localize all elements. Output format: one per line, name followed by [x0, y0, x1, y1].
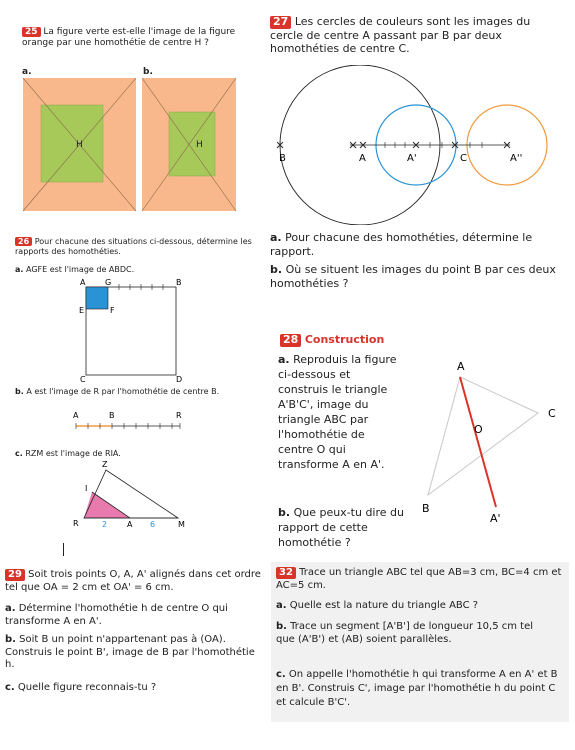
- length-6: 6: [150, 520, 156, 529]
- ex28-title: Construction: [304, 333, 385, 346]
- ex25-figure-b: [142, 78, 236, 211]
- ex28-b-label: b.: [278, 506, 291, 519]
- ex29-statement: [5, 569, 265, 594]
- ex29-a-label: a.: [5, 603, 16, 614]
- ex25-label-a: a.: [22, 67, 32, 77]
- ex25-figures: [22, 78, 237, 213]
- ex25-text: La figure verte est-elle l'image de la figure orange par une homothétie de centre H ?: [22, 27, 236, 48]
- label-a-prime: A': [490, 512, 501, 525]
- length-2: 2: [102, 520, 108, 529]
- label-b: B: [109, 411, 115, 420]
- ex26-item-b: [15, 387, 245, 397]
- label-d: D: [176, 375, 183, 382]
- ex27-b-text: Où se situent les images du point B par ces deux homothéties ?: [270, 263, 556, 290]
- ex26-figure-b: [70, 408, 190, 434]
- segment-aa-prime: [460, 377, 496, 507]
- label-b: B: [422, 502, 430, 515]
- point-h-label-b: H: [196, 140, 203, 150]
- ex27-number: 27: [270, 16, 291, 29]
- label-a: A: [80, 278, 86, 287]
- ex32-item-b: [276, 620, 536, 646]
- triangle-abc: [428, 377, 538, 495]
- ex26-item-a: [15, 265, 134, 275]
- ex27-a-text: Pour chacune des homothéties, détermine le rapport.: [270, 231, 533, 258]
- ex32-b-text: Trace un segment [A'B'] de longueur 10,5 cm tel que (A'B') et (AB) soient parallèles.: [276, 621, 534, 645]
- ex28-number: 28: [280, 334, 301, 347]
- label-a: A: [359, 153, 366, 164]
- ex29-item-b: [5, 634, 255, 672]
- label-m: M: [178, 520, 185, 529]
- label-a: A: [73, 411, 79, 420]
- ex26-number: 26: [15, 237, 32, 246]
- point-h-label-a: H: [76, 140, 83, 150]
- ex25-label-b: b.: [143, 67, 153, 77]
- ex27-text: Les cercles de couleurs sont les images du cercle de centre A passant par B par deux homothéties de centre C.: [270, 15, 531, 56]
- label-c: C: [80, 375, 86, 382]
- ex26-a-label: a.: [15, 265, 24, 274]
- ex32-c-label: c.: [276, 669, 286, 680]
- green-rectangle-b: [169, 112, 215, 176]
- ex28-a-text: Reproduis la figure ci-dessous et construis le triangle A'B'C', image du triangle ABC par l'homothétie de centre O qui transforme A en A'.: [278, 353, 397, 471]
- ex27-item-b: [270, 263, 560, 290]
- ex32-item-a: [276, 600, 564, 613]
- ex32-b-label: b.: [276, 621, 287, 632]
- ex29-c-label: c.: [5, 682, 15, 693]
- pink-triangle-ria: [84, 492, 130, 518]
- ex28-header: [280, 333, 384, 347]
- ex25-number: 25: [22, 27, 41, 37]
- ex29-a-text: Détermine l'homothétie h de centre O qui transforme A en A'.: [5, 603, 228, 627]
- ex27-item-a: [270, 231, 560, 258]
- ex29-text: Soit trois points O, A, A' alignés dans cet ordre tel que OA = 2 cm et OA' = 6 cm.: [5, 569, 261, 593]
- label-a: A: [127, 520, 133, 529]
- label-r: R: [176, 411, 182, 420]
- ex32-text: Trace un triangle ABC tel que AB=3 cm, BC=4 cm et AC=5 cm.: [276, 567, 562, 591]
- ex32-number: 32: [276, 567, 296, 579]
- ex28-a-label: a.: [278, 353, 290, 366]
- label-i: I: [85, 484, 88, 493]
- ex28-b-text: Que peux-tu dire du rapport de cette homothétie ?: [278, 506, 404, 549]
- ex29-item-a: [5, 603, 245, 628]
- text-cursor: [63, 543, 64, 556]
- ex32-c-text: On appelle l'homothétie h qui transforme A en A' et B en B'. Construis C', image par l'homothétie h du point C et calcule B'C'.: [276, 669, 558, 708]
- label-b: B: [279, 153, 286, 164]
- label-r: R: [73, 519, 79, 528]
- ex32-item-c: [276, 668, 564, 710]
- label-z: Z: [102, 460, 108, 469]
- ex29-item-c: [5, 682, 156, 695]
- ex28-item-a: [278, 352, 400, 472]
- ex26-b-text: A est l'image de R par l'homothétie de centre B.: [26, 387, 220, 396]
- ex26-b-label: b.: [15, 387, 24, 396]
- ex29-number: 29: [5, 569, 25, 581]
- label-a-second: A'': [510, 153, 523, 164]
- green-rectangle-a: [41, 105, 103, 182]
- ex28-figure: [410, 355, 570, 530]
- ex27-figure: [270, 65, 560, 225]
- ex28-item-b: [278, 505, 408, 550]
- label-a: A: [457, 360, 465, 373]
- label-c: C: [460, 153, 467, 164]
- ex27-b-label: b.: [270, 263, 283, 276]
- ex32-statement: [276, 566, 564, 592]
- ex26-a-text: AGFE est l'image de ABDC.: [25, 265, 135, 274]
- label-e: E: [79, 306, 85, 315]
- label-f: F: [110, 306, 115, 315]
- ex29-b-text: Soit B un point n'appartenant pas à (OA). Construis le point B', image de B par l'homothétie h.: [5, 634, 255, 670]
- ex29-b-label: b.: [5, 634, 16, 645]
- ex32-a-text: Quelle est la nature du triangle ABC ?: [289, 600, 479, 611]
- label-a-prime: A': [407, 153, 417, 164]
- ex32-a-label: a.: [276, 600, 287, 611]
- ex29-c-text: Quelle figure reconnais-tu ?: [17, 682, 157, 693]
- ex26-c-label: c.: [15, 449, 23, 458]
- ex27-statement: [270, 15, 560, 56]
- ex25-statement: [22, 27, 257, 49]
- ex26-c-text: RZM est l'image de RIA.: [25, 449, 121, 458]
- ex27-a-label: a.: [270, 231, 282, 244]
- label-g: G: [105, 278, 112, 287]
- blue-square-agfe: [86, 287, 108, 309]
- ex26-text: Pour chacune des situations ci-dessous, détermine les rapports des homothéties.: [15, 237, 252, 256]
- label-c: C: [548, 407, 556, 420]
- ex26-statement: [15, 237, 255, 256]
- label-b: B: [176, 278, 182, 287]
- label-o: O: [474, 423, 483, 436]
- ex26-figure-a: [72, 276, 192, 382]
- ex25-figure-a: [23, 78, 136, 211]
- ex26-figure-c: [68, 458, 198, 530]
